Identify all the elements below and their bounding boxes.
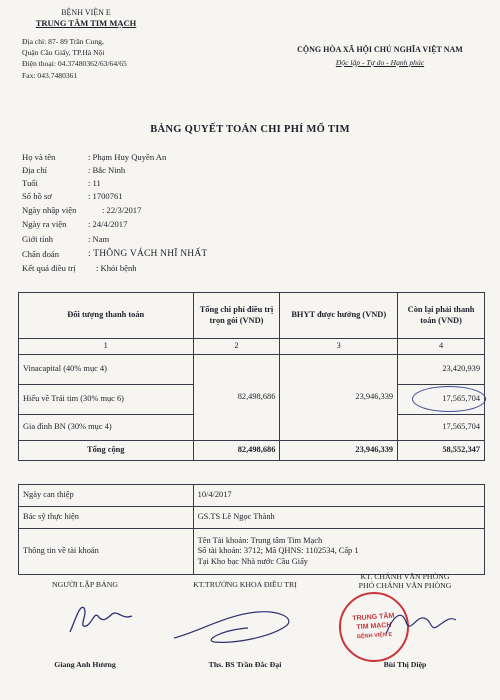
table-row xyxy=(19,529,485,575)
account-label: Thông tin về tài khoản xyxy=(19,529,194,575)
preparer-name-block xyxy=(30,660,140,669)
merged-total-cost: 82,498,686 xyxy=(193,355,280,441)
field-value: : Nam xyxy=(88,234,110,244)
remaining-value: 17,565,704 xyxy=(398,385,485,415)
field-value: : 22/3/2017 xyxy=(102,205,142,215)
signature-office-icon xyxy=(380,604,460,644)
hospital-address xyxy=(22,36,127,81)
total-row xyxy=(19,441,485,461)
remaining-value: 23,420,939 xyxy=(398,355,485,385)
total-label: Tổng cộng xyxy=(19,441,194,461)
intervention-table xyxy=(18,484,485,575)
header-remaining: Còn lại phải thanh toán (VND) xyxy=(398,293,485,339)
signature-block-preparer xyxy=(30,580,140,589)
center-name: TRUNG TÂM TIM MẠCH xyxy=(35,17,137,28)
address-line: Quận Cầu Giấy, TP.Hà Nội xyxy=(22,48,105,58)
remaining-value: 17,565,704 xyxy=(398,415,485,441)
handwritten-circle xyxy=(412,386,486,412)
field-value: : 1700761 xyxy=(88,191,123,201)
field-label: Ngày ra viện xyxy=(22,219,67,229)
table-index-row xyxy=(19,339,485,355)
hospital-name: BỆNH VIỆN E xyxy=(61,8,111,17)
account-line: Số tài khoản: 3712; Mã QHNS: 1102534, Cấp 1 xyxy=(197,546,359,556)
account-line: Tên Tài khoản: Trung tâm Tim Mạch xyxy=(197,536,323,546)
diagnosis-value: : THÔNG VÁCH NHĨ NHẤT xyxy=(88,249,208,259)
signature-preparer-icon xyxy=(62,598,142,640)
account-line: Tại Kho bạc Nhà nước Cầu Giấy xyxy=(197,556,308,566)
total-remaining: 58,552,347 xyxy=(398,441,485,461)
field-label: Kết quả điều trị xyxy=(22,263,76,273)
stamp-ring-text: BỆNH VIỆN E xyxy=(356,631,393,641)
table-row xyxy=(19,507,485,529)
field-value: : Phạm Huy Quyền An xyxy=(88,152,167,162)
signature-title: KT. CHÁNH VĂN PHÒNG xyxy=(360,572,450,581)
index-cell: 3 xyxy=(280,339,398,355)
signer-name: Giang Anh Hương xyxy=(54,660,116,669)
field-label: Chẩn đoán xyxy=(22,249,59,259)
header-payer: Đối tượng thanh toán xyxy=(19,293,194,339)
signature-block-office xyxy=(330,572,480,591)
field-label: Địa chỉ xyxy=(22,165,48,175)
document-title: BẢNG QUYẾT TOÁN CHI PHÍ MỔ TIM xyxy=(150,124,350,135)
index-cell: 1 xyxy=(19,339,194,355)
index-cell: 4 xyxy=(398,339,485,355)
cost-table xyxy=(18,292,485,461)
signer-name: Bùi Thị Diệp xyxy=(383,660,427,669)
merged-insurance: 23,946,339 xyxy=(280,355,398,441)
account-info xyxy=(193,529,484,575)
nation-name: CỘNG HÒA XÃ HỘI CHỦ NGHĨA VIỆT NAM xyxy=(297,45,463,54)
field-value: : Bắc Ninh xyxy=(88,165,126,175)
signature-title: NGƯỜI LẬP BẢNG xyxy=(52,580,118,589)
field-label: Ngày nhập viện xyxy=(22,205,77,215)
signature-title: KT.TRƯỞNG KHOA ĐIỀU TRỊ xyxy=(193,580,297,589)
hospital-header xyxy=(22,8,150,28)
signature-title: PHÓ CHÁNH VĂN PHÒNG xyxy=(358,581,452,591)
doctor-name: GS.TS Lê Ngọc Thành xyxy=(193,507,484,529)
address-line: Địa chỉ: 87- 89 Trần Cung, xyxy=(22,37,104,46)
stamp-text: TRUNG TÂM xyxy=(352,612,395,623)
national-header xyxy=(285,45,475,67)
field-label: Giới tính xyxy=(22,234,54,244)
total-cost: 82,498,686 xyxy=(193,441,280,461)
total-insurance: 23,946,339 xyxy=(280,441,398,461)
index-cell: 2 xyxy=(193,339,280,355)
payer-name: Hiểu về Trái tim (30% mục 6) xyxy=(19,385,194,415)
field-label: Số hồ sơ xyxy=(22,191,52,201)
header-insurance: BHYT được hưởng (VND) xyxy=(280,293,398,339)
table-header-row xyxy=(19,293,485,339)
header-total-cost: Tổng chi phí điều trị trọn gói (VND) xyxy=(193,293,280,339)
field-value: : Khỏi bệnh xyxy=(96,263,137,273)
signature-block-dept xyxy=(170,580,320,589)
doctor-label: Bác sỹ thực hiện xyxy=(19,507,194,529)
stamp-text: TIM MẠCH xyxy=(356,621,392,631)
field-value: : 24/4/2017 xyxy=(88,219,128,229)
phone-line: Điện thoại: 04.37480362/63/64/65 xyxy=(22,59,127,69)
payer-name: Vinacapital (40% mục 4) xyxy=(19,355,194,385)
signature-dept-icon xyxy=(168,604,308,650)
field-value: : 11 xyxy=(88,178,101,188)
intervention-date: 10/4/2017 xyxy=(193,485,484,507)
field-label: Họ và tên xyxy=(22,152,56,162)
intervention-label: Ngày can thiệp xyxy=(19,485,194,507)
payer-name: Gia đình BN (30% mục 4) xyxy=(19,415,194,441)
field-label: Tuổi xyxy=(22,178,38,188)
table-row xyxy=(19,355,485,385)
national-motto: Độc lập - Tự do - Hạnh phúc xyxy=(335,57,425,67)
office-name-block xyxy=(330,660,480,669)
dept-name-block xyxy=(170,660,320,669)
fax-line: Fax: 043.7480361 xyxy=(22,70,78,80)
table-row xyxy=(19,485,485,507)
signer-name: Ths. BS Trần Đắc Đại xyxy=(208,660,282,669)
